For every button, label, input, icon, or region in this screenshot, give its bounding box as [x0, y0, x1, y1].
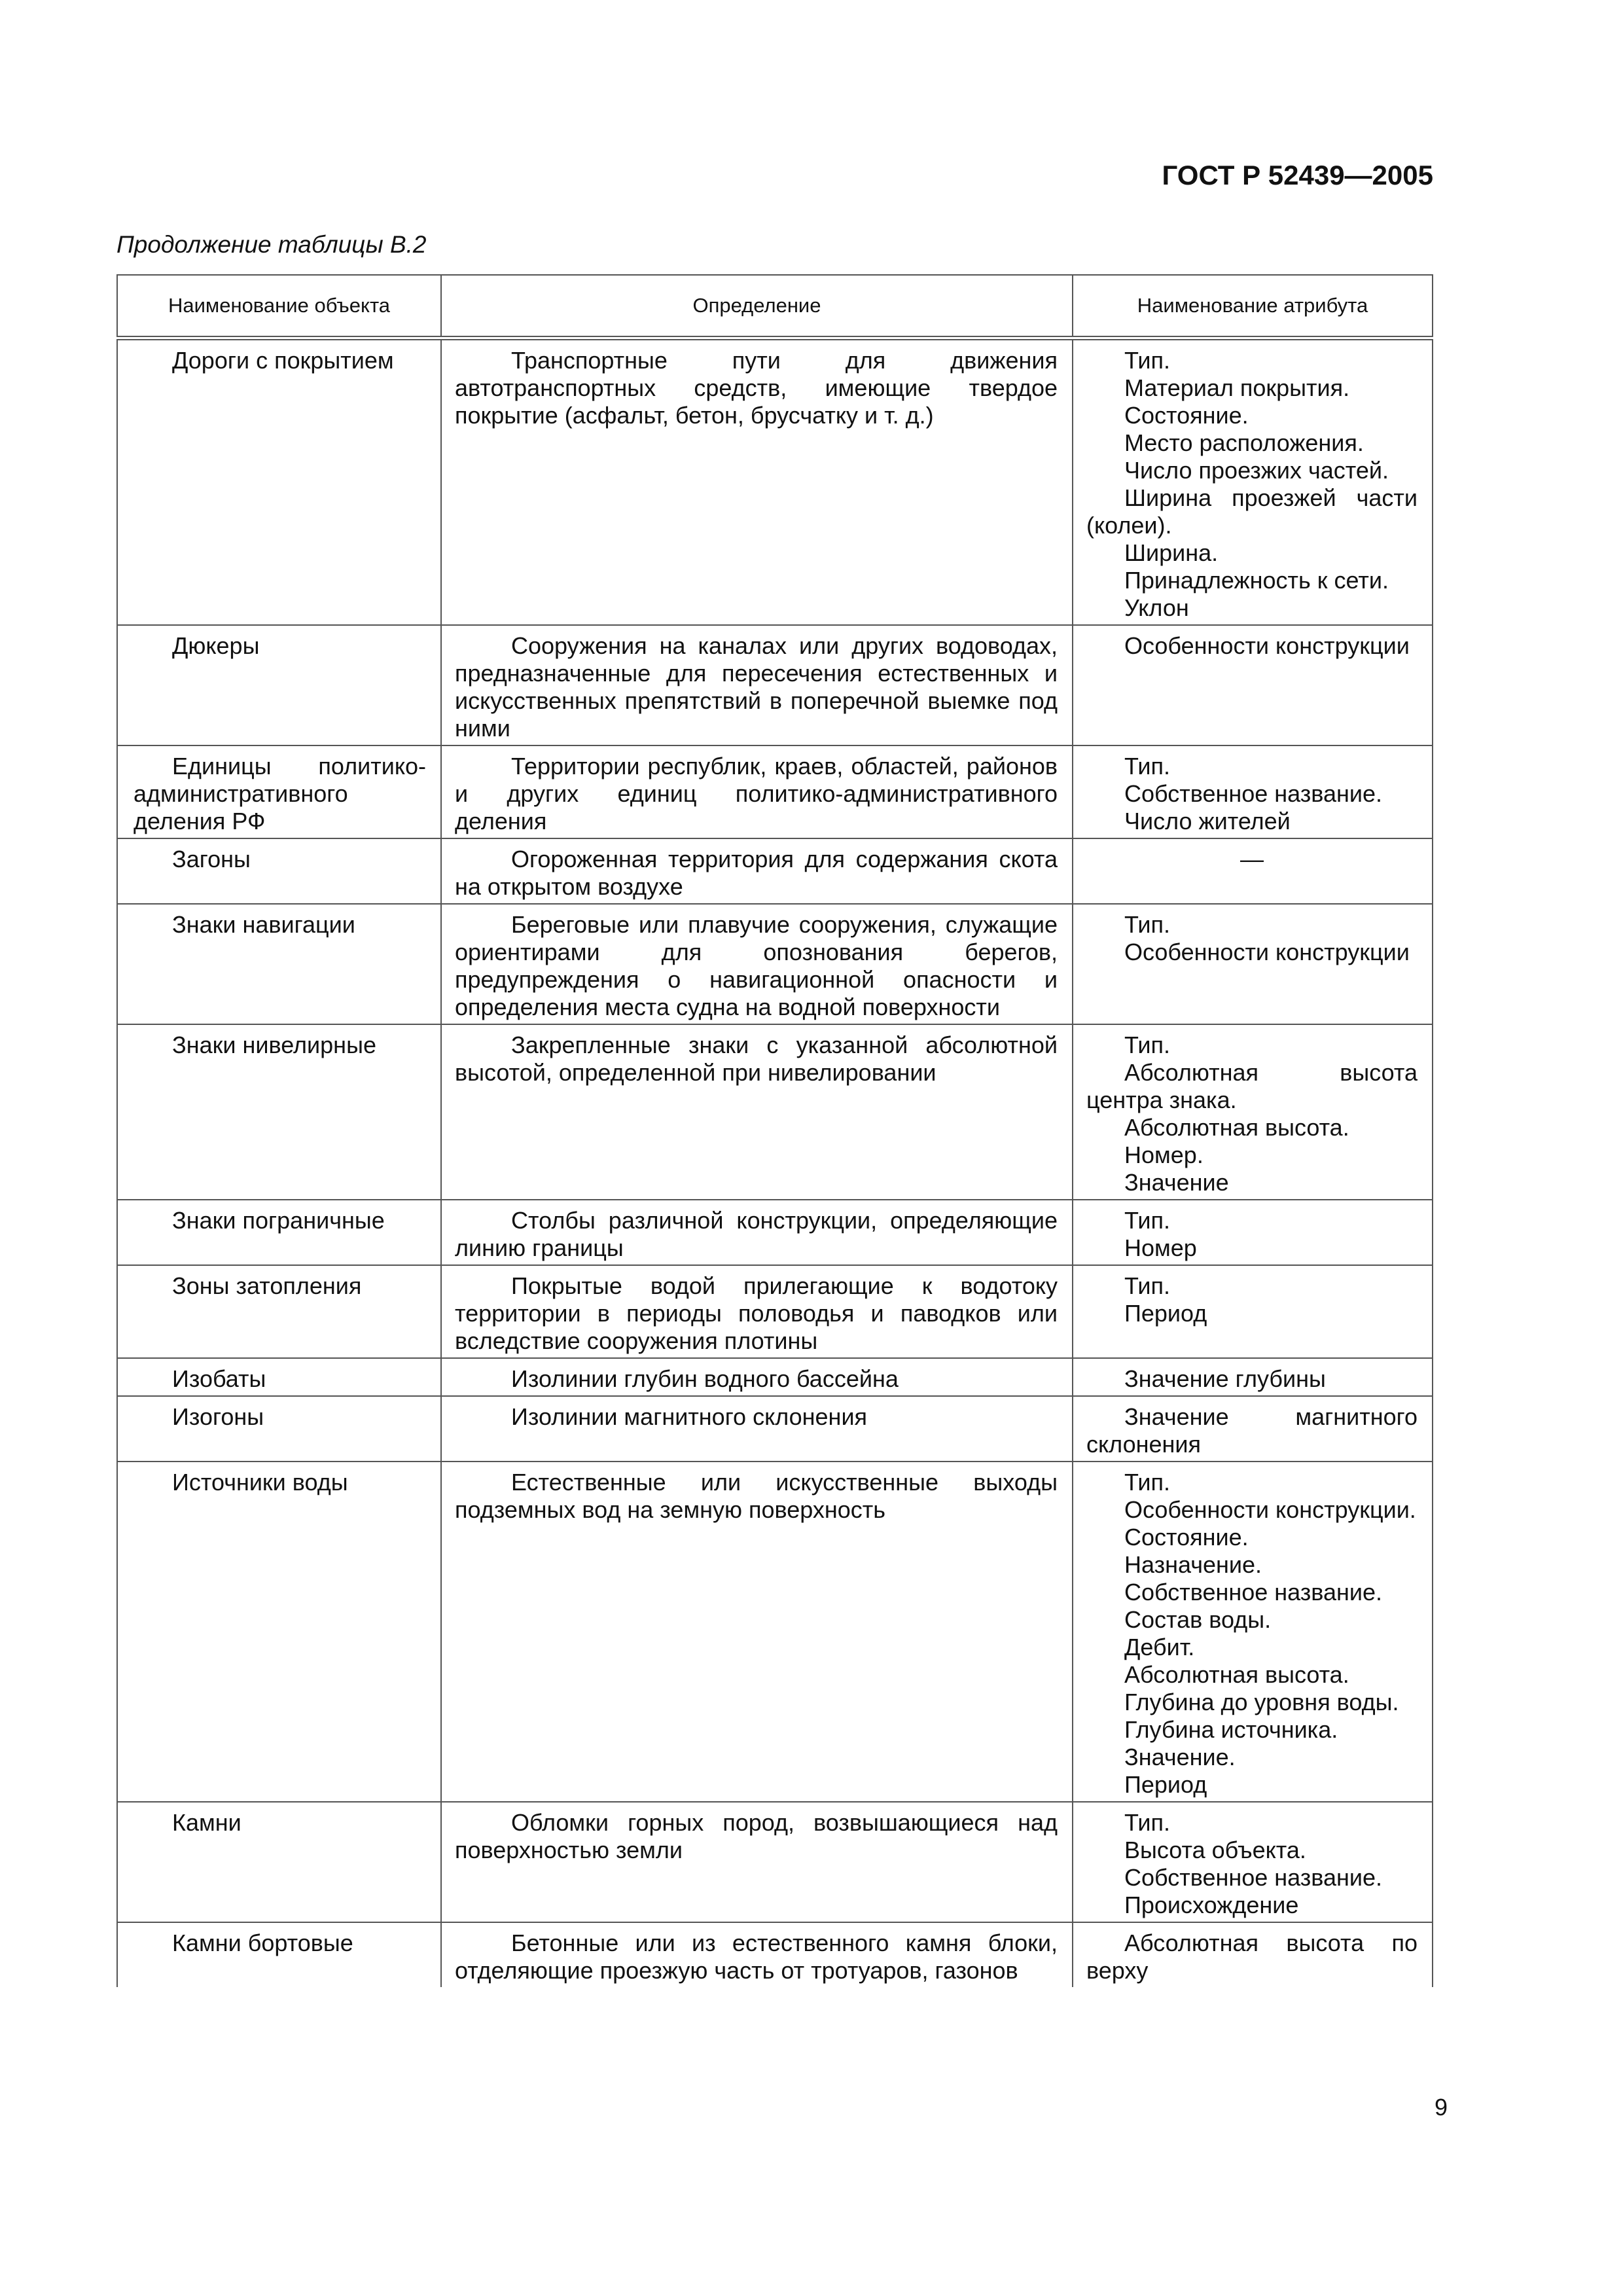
attribute-item: Особенности конструкции — [1124, 939, 1410, 965]
attribute-item: Тип. — [1124, 347, 1171, 374]
attribute-item: Состояние. — [1124, 1524, 1249, 1551]
object-name-cell — [117, 1396, 441, 1462]
definition-text: Бетонные или из естественного камня блоки, отделяющие проезжую часть от тротуаров, газонов — [441, 1922, 1073, 1987]
attribute-item: Тип. — [1124, 1809, 1171, 1836]
column-header-definition: Определение — [441, 275, 1073, 338]
attribute-list-cell — [1073, 1802, 1433, 1922]
objects-table — [116, 274, 1433, 1987]
attribute-item: Собственное название. — [1124, 1864, 1383, 1891]
attribute-item: Номер. — [1124, 1141, 1204, 1168]
object-name-cell — [117, 1922, 441, 1987]
attribute-item: Тип. — [1124, 1031, 1171, 1058]
attribute-item: Тип. — [1124, 1469, 1171, 1496]
attribute-item: Уклон — [1124, 594, 1189, 621]
attribute-list-cell — [1073, 1358, 1433, 1396]
object-name-cell — [117, 1200, 441, 1265]
attribute-item: Дебит. — [1124, 1634, 1195, 1660]
attribute-item: Состав воды. — [1124, 1606, 1272, 1633]
column-header-attribute-name: Наименование атрибута — [1073, 275, 1433, 338]
attribute-item: Состояние. — [1124, 402, 1249, 429]
object-name-cell — [117, 1265, 441, 1358]
standard-designation: ГОСТ Р 52439—2005 — [1162, 160, 1433, 190]
table-header-row — [117, 275, 1433, 338]
attribute-item: Тип. — [1124, 753, 1171, 780]
definition-text: Покрытые водой прилегающие к водотоку территории в периоды половодья и паводков или вследствие сооружения плотины — [441, 1265, 1073, 1358]
object-name-cell — [117, 904, 441, 1024]
attribute-item: Высота объекта. — [1124, 1837, 1306, 1863]
attribute-item: Период — [1124, 1771, 1207, 1798]
table-row — [117, 1358, 1433, 1396]
object-name: Знаки навигации — [172, 911, 355, 938]
attribute-list-cell — [1073, 625, 1433, 745]
table-row — [117, 1922, 1433, 1987]
attribute-item: Особенности конструкции — [1124, 632, 1410, 659]
table-row — [117, 1024, 1433, 1200]
object-name: Зоны затопления — [172, 1272, 362, 1299]
attribute-list-cell — [1073, 745, 1433, 838]
attribute-item: Число проезжих частей. — [1124, 457, 1389, 484]
object-name-cell — [117, 838, 441, 904]
object-name-cell — [117, 745, 441, 838]
object-name: Знаки пограничные — [172, 1207, 385, 1234]
table-body — [117, 338, 1433, 1988]
attribute-list-cell — [1073, 1024, 1433, 1200]
definition-text: Столбы различной конструкции, определяющие линию границы — [441, 1200, 1073, 1265]
attribute-list-cell — [1073, 904, 1433, 1024]
attribute-item: Тип. — [1124, 1207, 1171, 1234]
table-row — [117, 338, 1433, 626]
attribute-item: Число жителей — [1124, 808, 1291, 834]
object-name-cell — [117, 1024, 441, 1200]
attribute-item: Тип. — [1124, 911, 1171, 938]
table-row — [117, 1200, 1433, 1265]
object-name: Дороги с покрытием — [172, 347, 394, 374]
object-name: Загоны — [172, 846, 251, 872]
attribute-item: Значение — [1124, 1169, 1229, 1196]
object-name: Камни бортовые — [172, 1929, 353, 1956]
attribute-item: Номер — [1124, 1234, 1197, 1261]
object-name-cell — [117, 1462, 441, 1802]
table-row — [117, 625, 1433, 745]
attribute-list-cell — [1073, 1922, 1433, 1987]
column-header-object-name: Наименование объекта — [117, 275, 441, 338]
table-row — [117, 1265, 1433, 1358]
attribute-item: Глубина до уровня воды. — [1124, 1689, 1399, 1715]
attribute-list-cell — [1073, 338, 1433, 626]
definition-text: Огороженная территория для содержания скота на открытом воздухе — [441, 838, 1073, 904]
object-name: Изобаты — [172, 1365, 266, 1392]
attribute-item: Ширина. — [1124, 539, 1219, 566]
attribute-item: Место расположения. — [1124, 429, 1364, 456]
attribute-item: Абсолютная высота центра знака. — [1086, 1059, 1418, 1113]
object-name-cell — [117, 338, 441, 626]
object-name: Единицы политико-административного деления РФ — [134, 753, 426, 834]
object-name-cell — [117, 1802, 441, 1922]
attribute-list-cell — [1073, 1265, 1433, 1358]
object-name: Камни — [172, 1809, 241, 1836]
table-row — [117, 838, 1433, 904]
table-row — [117, 1462, 1433, 1802]
table-row — [117, 745, 1433, 838]
attribute-item: Собственное название. — [1124, 780, 1383, 807]
attribute-item: Собственное название. — [1124, 1579, 1383, 1605]
attribute-item: Абсолютная высота. — [1124, 1661, 1349, 1688]
object-name: Знаки нивелирные — [172, 1031, 376, 1058]
attribute-item: — — [1240, 846, 1264, 872]
attribute-item: Происхождение — [1124, 1892, 1299, 1918]
table-row — [117, 1802, 1433, 1922]
page-number: 9 — [1434, 2094, 1448, 2121]
definition-text: Закрепленные знаки с указанной абсолютной высотой, определенной при нивелировании — [441, 1024, 1073, 1200]
table-continuation-caption: Продолжение таблицы В.2 — [116, 231, 427, 258]
definition-text: Сооружения на каналах или других водоводах, предназначенные для пересечения естественных и искусственных препятствий в поперечной выемке под ними — [441, 625, 1073, 745]
attribute-item: Абсолютная высота по верху — [1086, 1929, 1418, 1984]
attribute-item: Тип. — [1124, 1272, 1171, 1299]
definition-text: Естественные или искусственные выходы подземных вод на земную поверхность — [441, 1462, 1073, 1802]
object-name-cell — [117, 1358, 441, 1396]
definition-text: Территории республик, краев, областей, районов и других единиц политико-административного деления — [441, 745, 1073, 838]
attribute-item: Период — [1124, 1300, 1207, 1327]
table-row — [117, 904, 1433, 1024]
attribute-item: Значение глубины — [1124, 1365, 1326, 1392]
object-name: Изогоны — [172, 1403, 264, 1430]
attribute-item: Особенности конструкции. — [1124, 1496, 1416, 1523]
attribute-item: Значение магнитного склонения — [1086, 1403, 1418, 1458]
attribute-item: Значение. — [1124, 1744, 1236, 1770]
attribute-item: Материал покрытия. — [1124, 374, 1350, 401]
attribute-item: Ширина проезжей части (колеи). — [1086, 484, 1418, 539]
attribute-item: Глубина источника. — [1124, 1716, 1338, 1743]
definition-text: Береговые или плавучие сооружения, служащие ориентирами для опознования берегов, предупреждения о навигационной опасности и определения места судна на водной поверхности — [441, 904, 1073, 1024]
attribute-item: Принадлежность к сети. — [1124, 567, 1389, 594]
object-name: Дюкеры — [172, 632, 260, 659]
attribute-list-cell — [1073, 1396, 1433, 1462]
attribute-item: Назначение. — [1124, 1551, 1262, 1578]
definition-text: Изолинии глубин водного бассейна — [441, 1358, 1073, 1396]
attribute-list-cell — [1073, 1462, 1433, 1802]
attribute-list-cell — [1073, 838, 1433, 904]
attribute-list-cell — [1073, 1200, 1433, 1265]
definition-text: Обломки горных пород, возвышающиеся над поверхностью земли — [441, 1802, 1073, 1922]
attribute-item: Абсолютная высота. — [1124, 1114, 1349, 1141]
table-row — [117, 1396, 1433, 1462]
definition-text: Изолинии магнитного склонения — [441, 1396, 1073, 1462]
object-name-cell — [117, 625, 441, 745]
definition-text: Транспортные пути для движения автотранспортных средств, имеющие твердое покрытие (асфальт, бетон, брусчатку и т. д.) — [441, 338, 1073, 626]
object-name: Источники воды — [172, 1469, 348, 1496]
